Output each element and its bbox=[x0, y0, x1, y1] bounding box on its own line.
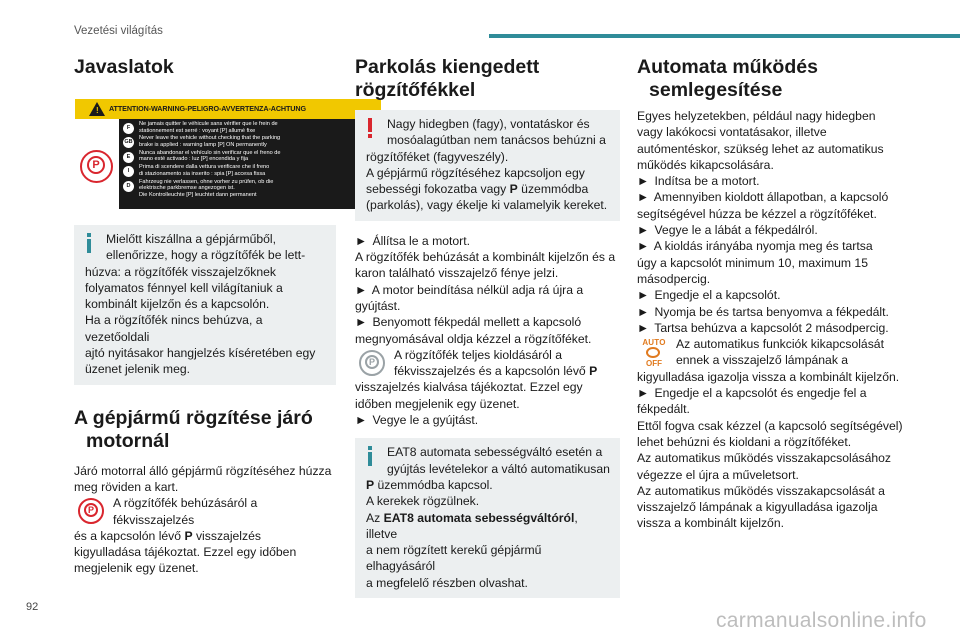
heading-parking-released: Parkolás kiengedett rögzítőfékkel bbox=[355, 56, 540, 101]
info-icon bbox=[87, 233, 91, 253]
section-engine-running-body: Járó motorral álló gépjármű rögzítéséhez húzza meg röviden a kart. P A rögzítőfék behúzásáról a fékvisszajelzés és a kapcsolón lévő P visszajelzés kigyulladása tájékoztat. Ezzel egy időben megjelenik egy üzenet. bbox=[74, 463, 332, 576]
parking-released-steps: ► Állítsa le a motort. A rögzítőfék behúzását a kombinált kijelzőn és a karon található visszajelző fénye jelzi. ► A motor beindítása nélkül adja rá újra a gyújtást. ► Benyomott fékpedál mellett a kapcsoló megnyomásával oldja kézzel a rögzítőféket. P A rögzítőfék teljes kioldásáról a fékvisszajelzés és a kapcsolón lévő P visszajelzés kialvása tájékoztat. Ezzel egy időben megjelenik egy üzenet. ► Vegye le a gyújtást. bbox=[355, 233, 616, 428]
arrow-bullet-icon: ► bbox=[637, 320, 650, 335]
header-rule bbox=[489, 34, 960, 38]
language-badge: E bbox=[123, 152, 134, 163]
warning-exclamation-icon bbox=[368, 118, 372, 138]
warning-label-row: I Prima di scendere dalla vettura verificare che il freno di stazionamento sia inserito : spia [P] accesa fissa bbox=[121, 164, 379, 178]
parking-brake-red-icon: P bbox=[74, 497, 108, 525]
arrow-bullet-icon: ► bbox=[355, 233, 368, 248]
arrow-bullet-icon: ► bbox=[637, 239, 650, 254]
watermark: carmanualsonline.info bbox=[716, 609, 927, 632]
language-badge: I bbox=[123, 166, 134, 177]
arrow-bullet-icon: ► bbox=[355, 282, 368, 297]
automatic-disable-body: Egyes helyzetekben, például nagy hidegben vagy lakókocsi vontatásakor, illetve autómentéskor, szükség lehet az automatikus működés kikapcsolására. ► Indítsa be a motort. ► Amennyiben kioldott állapotban, a kapcsoló segítségével húzza be kézzel a rögzítőféket. ► Vegye le a lábát a fékpedálról. ► A kioldás irányába nyomja meg és tartsa úgy a kapcsolót minimum 10, maximum 15 másodpercig. ► Engedje el a kapcsolót. ► Nyomja be és tartsa benyomva a fékpedált. ► Tartsa behúzva a kapcsolót 2 másodpercig. AUTO OFF Az automatikus funkciók kikapcsolását ennek a visszajelző lámpának a kigyulladása igazolja vissza a kombinált kijelzőn. ► Engedje el a kapcsolót és engedje fel a fékpedált. Ettől fogva csak kézzel (a kapcsoló segítségével) lehet behúzni és kioldani a rögzítőféket. Az automatikus működés visszakapcsolásához végezze el újra a műveletsort. Az automatikus működés visszakapcsolását a visszajelző lámpának a kigyulladása igazolja vissza a kombinált kijelzőn. bbox=[637, 109, 903, 531]
warning-label-title: ATTENTION-WARNING-PELIGRO-AVVERTENZA-ACHTUNG bbox=[109, 104, 306, 113]
page-number: 92 bbox=[26, 601, 39, 613]
warning-label-banner: ! ATTENTION-WARNING-PELIGRO-AVVERTENZA-ACHTUNG bbox=[75, 99, 381, 119]
language-badge: GB bbox=[123, 137, 134, 148]
language-badge: F bbox=[123, 123, 134, 134]
arrow-bullet-icon: ► bbox=[637, 304, 650, 319]
arrow-bullet-icon: ► bbox=[355, 315, 368, 330]
arrow-bullet-icon: ► bbox=[637, 174, 650, 189]
warning-box-cold-weather: Nagy hidegben (fagy), vontatáskor és mosóalagútban nem tanácsos behúzni a rögzítőféket (fagyveszély). A gépjármű rögzítéséhez kapcsoljon egy sebességi fokozatba vagy P üzemmódba (parkolás), vagy ékelje ki valamelyik kereket. bbox=[355, 110, 620, 221]
parking-brake-icon: P bbox=[80, 150, 113, 183]
warning-label-row: F Ne jamais quitter le véhicule sans vérifier que le frein de stationnement est serré : voyant [P] allumé fixe bbox=[121, 121, 379, 135]
warning-label-row: GB Never leave the vehicle without checking that the parking brake is applied : warning lamp [P] ON permanently bbox=[124, 135, 281, 148]
parking-brake-grey-icon: P bbox=[355, 349, 389, 377]
auto-off-icon: AUTO OFF bbox=[642, 338, 666, 369]
warning-label-rows bbox=[121, 121, 379, 201]
heading-engine-running: A gépjármű rögzítése járó motornál bbox=[74, 406, 313, 452]
arrow-bullet-icon: ► bbox=[637, 386, 650, 401]
language-badge: D bbox=[123, 181, 134, 192]
heading-automatic-disable: Automata működés semlegesítése bbox=[637, 56, 818, 101]
info-icon bbox=[368, 446, 372, 466]
column-1 bbox=[74, 56, 336, 577]
column-2 bbox=[355, 56, 620, 598]
column-3 bbox=[637, 56, 904, 532]
arrow-bullet-icon: ► bbox=[355, 413, 368, 428]
parking-brake-warning-label bbox=[75, 99, 381, 209]
info-box-eat8: EAT8 automata sebességváltó esetén a gyújtás levételekor a váltó automatikusan P üzemmódba kapcsol. A kerekek rögzülnek. Az EAT8 automata sebességváltóról, illetve a nem rögzített kerekű gépjármű elhagyásáról a megfelelő részben olvashat. bbox=[355, 438, 620, 598]
heading-javaslatok: Javaslatok bbox=[74, 56, 174, 78]
page-header-title: Vezetési világítás bbox=[74, 25, 163, 37]
warning-label-row: D Fahrzeug nie verlassen, ohne vorher zu prüfen, ob die elektrische parkbremse angezogen ist. Die Kontrolleuchte [P] leuchtet dann permanent bbox=[121, 179, 379, 201]
arrow-bullet-icon: ► bbox=[637, 190, 650, 205]
arrow-bullet-icon: ► bbox=[637, 288, 650, 303]
arrow-bullet-icon: ► bbox=[637, 223, 650, 238]
warning-label-row: E Nunca abandonar el vehículo sin verificar que el freno de mano esté activado : luz [P] encendida y fija bbox=[121, 150, 379, 164]
info-box-before-leaving: Mielőtt kiszállna a gépjárműből, ellenőrizze, hogy a rögzítőfék be lett- húzva: a rögzítőfék visszajelzőknek folyamatos fénnyel kell világítaniuk a kombinált kijelzőn és a kapcsolón. Ha a rögzítőfék nincs behúzva, a vezetőoldali ajtó nyitásakor hangjelzés kíséretében egy üzenet jelenik meg. bbox=[74, 225, 336, 385]
